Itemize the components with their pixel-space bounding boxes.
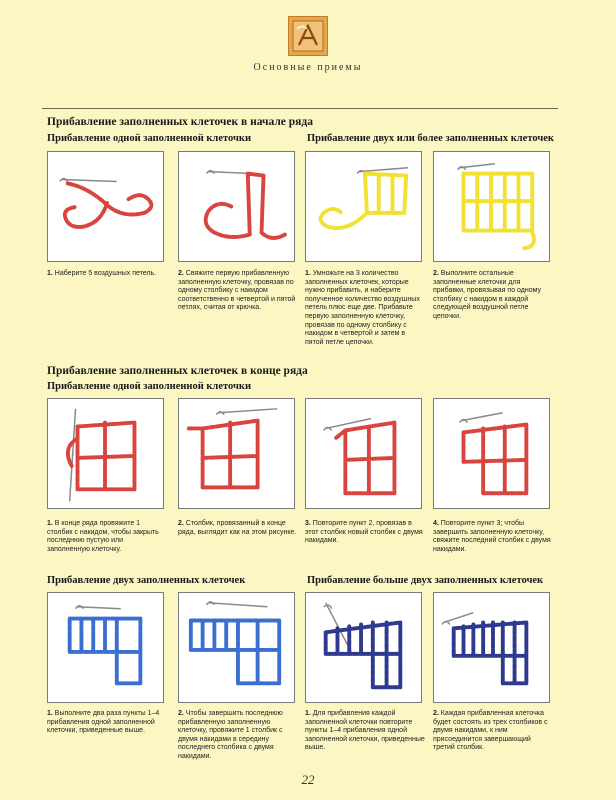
caption-s1-3: 1. Умножьте на 3 количество заполненных клеточек, которые нужно прибавить, и наберите полученное количество воздушных петель плюс еще две. Прибавьте первую заполненную клеточку, провязав по одному столбику с накидом в четвертой и затем в пятой петле цепочки. xyxy=(305,270,420,346)
caption-s3-4: 2. Каждая прибавленная клеточка будет состоять из трех столбиков с двумя накидами, к ним присоединится завершающий третий столбик. xyxy=(433,710,548,752)
section2-title: Прибавление заполненных клеточек в конце ряда xyxy=(47,365,308,377)
caption-s3-1: 1. Выполните два раза пункты 1–4 прибавления одной заполненной клеточки, приведенные выше. xyxy=(47,710,160,735)
illustration-s1-4 xyxy=(433,151,550,262)
caption-s1-4: 2. Выполните остальные заполненные клеточки для прибавки, провязывая по одному столбику с накидом в каждой следующей воздушной петле цепочки. xyxy=(433,270,542,320)
illustration-s3-1 xyxy=(47,592,164,703)
illustration-s2-4 xyxy=(433,398,550,509)
caption-s3-2: 2. Чтобы завершить последнюю прибавленную заполненную клеточку, провяжите 1 столбик с двумя накидами в середину последнего столбика с двумя накидами. xyxy=(178,710,283,760)
book-emblem-icon xyxy=(288,16,328,56)
illustration-s1-3 xyxy=(305,151,422,262)
illustration-s1-1 xyxy=(47,151,164,262)
illustration-s2-1 xyxy=(47,398,164,509)
illustration-s2-3 xyxy=(305,398,422,509)
illustration-s3-3 xyxy=(305,592,422,703)
section2-sub: Прибавление одной заполненной клеточки xyxy=(47,381,251,392)
section3-sub-left: Прибавление двух заполненных клеточек xyxy=(47,575,246,586)
section1-sub-right: Прибавление двух или более заполненных клеточек xyxy=(307,133,554,144)
page-number: 22 xyxy=(301,772,315,787)
section3-sub-right: Прибавление больше двух заполненных клеточек xyxy=(307,575,544,586)
caption-s2-2: 2. Столбик, провязанный в конце ряда, выглядит как на этом рисунке. xyxy=(178,520,297,536)
caption-s1-1: 1. Наберите 5 воздушных петель. xyxy=(47,270,157,277)
caption-s2-4: 4. Повторите пункт 3; чтобы завершить заполненную клеточку, свяжите последний столбик с двумя накидами. xyxy=(433,520,551,553)
illustration-s3-2 xyxy=(178,592,295,703)
section1-sub-left: Прибавление одной заполненной клеточки xyxy=(47,133,251,144)
page-header: Основные приемы xyxy=(253,62,363,73)
caption-s3-3: 1. Для прибавления каждой заполненной клеточки повторите пункты 1–4 прибавления одной заполненной клеточки, приведенные выше. xyxy=(305,710,425,752)
illustration-s2-2 xyxy=(178,398,295,509)
caption-s2-3: 3. Повторите пункт 2, провязав в этот столбик новый столбик с двумя накидами. xyxy=(305,520,423,545)
section1-title: Прибавление заполненных клеточек в начале ряда xyxy=(47,116,313,128)
illustration-s1-2 xyxy=(178,151,295,262)
caption-s2-1: 1. В конце ряда провяжите 1 столбик с накидом, чтобы закрыть последнюю пустую или заполненную клеточку. xyxy=(47,520,159,553)
caption-s1-2: 2. Свяжите первую прибавленную заполненную клеточку, провязав по одному столбику с накидом соответственно в четвертой и пятой петлях, считая от крючка. xyxy=(178,270,296,312)
illustration-s3-4 xyxy=(433,592,550,703)
section-divider xyxy=(42,108,558,109)
red-yarn-chain-illustration xyxy=(48,152,163,261)
